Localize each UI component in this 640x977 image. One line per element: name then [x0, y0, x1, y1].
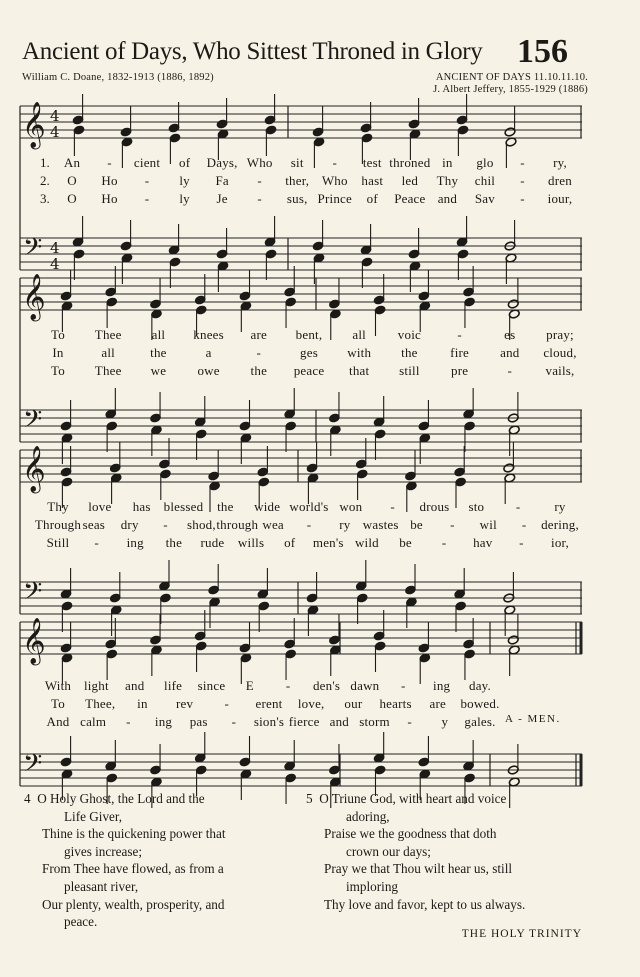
treble-clef: 𝄞	[22, 446, 46, 492]
lyric-syllable: throned	[389, 155, 431, 170]
note	[106, 297, 118, 328]
lyric-syllable: day.	[469, 678, 491, 693]
lyric-syllable: ges	[300, 345, 318, 360]
lyric-syllable: wild	[354, 535, 379, 550]
lyric-syllable: Who	[246, 155, 273, 170]
stanza-line: gives increase;	[64, 843, 142, 859]
lyric-syllable: of	[284, 535, 296, 550]
lyric-syllable: -	[126, 714, 131, 729]
lyric-syllable: dren	[548, 173, 572, 188]
note	[60, 568, 72, 599]
stanza-line: Life Giver,	[64, 808, 123, 824]
note	[463, 388, 475, 419]
note	[60, 400, 72, 431]
lyric-syllable: in	[137, 696, 148, 711]
lyric-syllable: -	[163, 517, 168, 532]
note	[408, 228, 420, 259]
lyric-syllable: gales.	[464, 714, 496, 729]
note	[121, 137, 133, 168]
lyric-syllable: ior,	[551, 535, 569, 550]
note	[120, 220, 132, 251]
lyric-syllable: Days,	[206, 155, 238, 170]
note	[110, 473, 122, 504]
stanza-line: imploring	[346, 878, 399, 894]
note	[456, 216, 468, 247]
lyric-syllable: wide	[254, 499, 281, 514]
music-credit: J. Albert Jeffery, 1855-1929 (1886)	[433, 84, 588, 95]
note	[239, 400, 251, 431]
bass-staff	[20, 754, 582, 786]
lyric-syllable: -	[107, 155, 112, 170]
lyric-syllable: ry,	[553, 155, 567, 170]
lyric-syllable: wills	[237, 535, 265, 550]
lyric-syllable: calm	[80, 714, 107, 729]
lyric-syllable: O	[67, 191, 77, 206]
note	[456, 94, 468, 125]
bass-clef: 𝄢	[23, 749, 43, 784]
lyric-syllable: E	[245, 678, 254, 693]
note	[285, 649, 297, 680]
note	[264, 94, 276, 125]
lyric-syllable: ing	[433, 678, 451, 693]
lyric-syllable: sto	[468, 499, 485, 514]
treble-staff	[20, 278, 582, 310]
stanza-5	[306, 790, 525, 913]
stanza-number: 5	[306, 791, 313, 806]
lyric-syllable: and	[500, 345, 520, 360]
lyric-syllable: men's	[312, 535, 344, 550]
note	[504, 473, 516, 504]
tune-name: ANCIENT OF DAYS 11.10.11.10.	[435, 72, 588, 83]
note	[284, 618, 296, 649]
lyric-syllable: pray;	[546, 327, 574, 342]
note	[285, 773, 297, 804]
lyric-syllable: wea	[262, 517, 284, 532]
lyric-syllable: iour,	[547, 191, 573, 206]
lyric-syllable: Ho	[101, 173, 118, 188]
lyric-syllable: love,	[297, 696, 325, 711]
lyric-syllable: world's	[289, 499, 329, 514]
note	[285, 297, 297, 328]
lyric-syllable: and	[329, 714, 350, 729]
lyric-syllable: -	[520, 173, 525, 188]
note	[284, 740, 296, 771]
lyric-syllable: y	[441, 714, 449, 729]
lyric-syllable: Je	[216, 191, 228, 206]
lyric-syllable: -	[256, 345, 262, 360]
note	[240, 769, 252, 800]
stanza-line: Thy love and favor, kept to us always.	[324, 896, 526, 912]
note	[360, 224, 372, 255]
treble-staff	[20, 106, 582, 138]
lyric-syllable: since	[197, 678, 226, 693]
lyric-syllable: drous	[419, 499, 450, 514]
stanza-number: 3.	[40, 191, 50, 206]
note	[194, 732, 206, 763]
lyric-syllable: -	[224, 696, 230, 711]
note	[105, 266, 117, 297]
lyric-syllable: -	[94, 535, 99, 550]
lyric-syllable: erent	[255, 696, 283, 711]
lyric-syllable: all	[151, 327, 166, 342]
note	[455, 477, 467, 508]
lyric-syllable: won	[339, 499, 363, 514]
note	[508, 645, 520, 676]
lyric-syllable: -	[407, 714, 412, 729]
note	[505, 137, 517, 168]
lyric-syllable: An	[63, 155, 81, 170]
note	[105, 618, 117, 649]
lyric-syllable: Through	[34, 517, 82, 532]
lyric-syllable: has	[132, 499, 151, 514]
lyric-syllable: sus,	[286, 191, 308, 206]
stanza-line: peace.	[64, 914, 98, 930]
time-signature: 4	[50, 123, 60, 141]
note	[419, 653, 431, 684]
note	[355, 438, 367, 469]
lyric-syllable: bowed.	[460, 696, 500, 711]
lyric-syllable: dawn	[350, 678, 380, 693]
lyric-syllable: Thee	[94, 327, 122, 342]
note	[374, 641, 386, 672]
stanza-number: 2.	[40, 173, 50, 188]
lyric-syllable: sit	[290, 155, 304, 170]
lyric-syllable: shod,	[187, 517, 216, 532]
lyric-syllable: To	[51, 696, 65, 711]
note	[168, 224, 180, 255]
lyric-syllable: rude	[200, 535, 225, 550]
lyric-syllable: -	[231, 714, 237, 729]
lyric-syllable: -	[520, 155, 525, 170]
note	[72, 216, 84, 247]
note	[329, 309, 341, 340]
lyric-syllable: the	[165, 535, 183, 550]
note	[151, 645, 163, 676]
lyric-syllable: blessed	[163, 499, 204, 514]
note	[257, 446, 269, 477]
lyric-syllable: -	[401, 678, 406, 693]
bass-clef: 𝄢	[23, 233, 43, 268]
lyric-syllable: Thy	[436, 173, 459, 188]
note	[356, 469, 368, 500]
lyric-syllable: the	[401, 345, 418, 360]
lyric-syllable: ing	[154, 714, 173, 729]
stanza-line: adoring,	[346, 808, 390, 824]
lyric-syllable: pas	[189, 714, 208, 729]
treble-clef: 𝄞	[22, 274, 46, 320]
lyric-syllable: rev	[175, 696, 194, 711]
note	[328, 392, 340, 423]
note	[464, 649, 476, 680]
lyric-syllable: -	[306, 517, 312, 532]
lyric-syllable: -	[144, 191, 150, 206]
category-label: THE HOLY TRINITY	[461, 928, 582, 940]
lyric-syllable: With	[44, 678, 72, 693]
lyric-syllable: wil	[479, 517, 497, 532]
note	[374, 305, 386, 336]
note	[208, 564, 220, 595]
music-svg	[20, 436, 582, 636]
lyric-syllable: voic	[397, 327, 421, 342]
note	[284, 266, 296, 297]
lyric-syllable: the	[250, 363, 268, 378]
lyric-syllable: And	[46, 714, 70, 729]
lyric-syllable: Thy	[47, 499, 69, 514]
note	[105, 740, 117, 771]
lyric-syllable: hearts	[379, 696, 412, 711]
stanza-line: 5 O Triune God, with heart and voice	[306, 791, 507, 806]
note	[150, 744, 162, 775]
lyric-syllable: be	[410, 517, 423, 532]
lyric-syllable: cient	[133, 155, 161, 170]
note	[109, 572, 121, 603]
lyric-syllable: chil	[474, 173, 496, 188]
note	[168, 102, 180, 133]
lyric-syllable: ther,	[285, 173, 310, 188]
lyric-syllable: Thee	[94, 363, 122, 378]
lyric-syllable: Fa	[215, 173, 229, 188]
note	[457, 125, 469, 156]
stanza-number: 4	[24, 791, 31, 806]
lyric-syllable: ly	[179, 191, 190, 206]
bass-clef: 𝄢	[23, 405, 43, 440]
note	[454, 446, 466, 477]
note	[73, 125, 85, 156]
lyric-syllable: -	[519, 535, 524, 550]
note	[60, 446, 72, 477]
lyric-syllable: dry	[120, 517, 139, 532]
lyric-syllable: led	[401, 173, 419, 188]
lyric-syllable: -	[257, 173, 262, 188]
lyric-syllable: -	[390, 499, 395, 514]
lyric-syllable: our	[344, 696, 363, 711]
lyric-syllable: -	[520, 191, 525, 206]
lyric-syllable: life	[164, 678, 183, 693]
stanza-line: Pray we that Thou wilt hear us, still	[324, 861, 513, 877]
note	[159, 469, 171, 500]
lyric-syllable: ly	[179, 173, 190, 188]
note	[404, 564, 416, 595]
lyric-syllable: den's	[312, 678, 341, 693]
note	[105, 388, 117, 419]
lyric-syllable: -	[515, 499, 521, 514]
note	[464, 297, 476, 328]
lyric-syllable: cloud,	[543, 345, 577, 360]
lyric-syllable: ry	[554, 499, 566, 514]
note	[264, 216, 276, 247]
lyric-syllable: vails,	[545, 363, 575, 378]
note	[405, 481, 417, 512]
lyric-syllable: -	[521, 517, 527, 532]
lyric-syllable: To	[51, 327, 65, 342]
treble-staff	[20, 450, 582, 482]
lyric-syllable: wastes	[362, 517, 399, 532]
lyric-syllable: and	[125, 678, 145, 693]
lyric-syllable: a	[205, 345, 212, 360]
note	[306, 572, 318, 603]
lyric-syllable: are	[429, 696, 447, 711]
note	[158, 560, 170, 591]
lyric-syllable: storm	[359, 714, 390, 729]
lyric-syllable: O	[67, 173, 77, 188]
stanza-line: Praise we the goodness that doth	[324, 826, 497, 842]
note	[284, 388, 296, 419]
note	[373, 396, 385, 427]
lyric-syllable: -	[457, 327, 462, 342]
note	[463, 618, 475, 649]
lyric-syllable: es	[504, 327, 516, 342]
hymn-title: Ancient of Days, Who Sittest Throned in Glory	[22, 38, 483, 65]
lyric-syllable: Ho	[101, 191, 118, 206]
lyric-syllable: In	[52, 345, 64, 360]
lyric-syllable: Prince	[317, 191, 352, 206]
note	[72, 94, 84, 125]
note	[360, 102, 372, 133]
stanza-line: 4 O Holy Ghost, the Lord and the	[24, 791, 205, 806]
treble-staff	[20, 622, 582, 654]
note	[194, 274, 206, 305]
lyric-syllable: To	[51, 363, 65, 378]
time-signature: 4	[50, 107, 60, 125]
note	[194, 396, 206, 427]
lyric-syllable: still	[399, 363, 420, 378]
treble-clef: 𝄞	[22, 618, 46, 664]
note	[355, 560, 367, 591]
lyric-syllable: with	[347, 345, 372, 360]
stanza-line: Our plenty, wealth, prosperity, and	[42, 896, 225, 912]
lyric-syllable: in	[442, 155, 453, 170]
bass-clef: 𝄢	[23, 577, 43, 612]
lyric-syllable: -	[285, 678, 291, 693]
lyric-syllable: owe	[197, 363, 220, 378]
music-system-3	[20, 436, 582, 636]
note	[328, 744, 340, 775]
note	[194, 610, 206, 641]
lyric-syllable: Who	[321, 173, 348, 188]
words-credit: William C. Doane, 1832-1913 (1886, 1892)	[22, 72, 214, 83]
lyric-syllable: be	[399, 535, 412, 550]
note	[463, 740, 475, 771]
lyric-syllable: Thee,	[85, 696, 116, 711]
lyric-syllable: fierce	[288, 714, 320, 729]
lyric-syllable: and	[437, 191, 458, 206]
note	[257, 568, 269, 599]
time-signature: 4	[50, 239, 60, 257]
lyric-syllable: -	[441, 535, 447, 550]
lyric-syllable: test	[362, 155, 382, 170]
amen-label: A - MEN.	[505, 713, 561, 725]
note	[158, 438, 170, 469]
lyric-syllable: bent,	[295, 327, 323, 342]
lyric-syllable: -	[332, 155, 338, 170]
lyric-syllable: fire	[450, 345, 470, 360]
note	[239, 736, 251, 767]
stanza-line: pleasant river,	[64, 878, 139, 894]
note	[313, 137, 325, 168]
lyric-syllable: Peace	[394, 191, 426, 206]
lyric-syllable: knees	[193, 327, 224, 342]
note	[373, 274, 385, 305]
note	[329, 645, 341, 676]
stanza-line: Thine is the quickening power that	[42, 826, 226, 842]
lyric-syllable: Still	[46, 535, 70, 550]
note	[216, 228, 228, 259]
lyric-syllable: of	[366, 191, 378, 206]
note	[312, 220, 324, 251]
note	[373, 732, 385, 763]
lyric-syllable: are	[250, 327, 268, 342]
lyric-syllable: light	[83, 678, 109, 693]
lyric-syllable: love	[88, 499, 112, 514]
note	[106, 649, 118, 680]
lyric-syllable: peace	[293, 363, 325, 378]
lyric-syllable: -	[450, 517, 455, 532]
note	[454, 568, 466, 599]
lyric-syllable: sion's	[253, 714, 285, 729]
lyric-syllable: all	[101, 345, 115, 360]
lyric-syllable: -	[257, 191, 262, 206]
lyric-syllable: dering,	[541, 517, 579, 532]
lyric-syllable: ry	[339, 517, 351, 532]
lyric-syllable: through	[216, 517, 259, 532]
note	[418, 736, 430, 767]
time-signature: 4	[50, 255, 60, 273]
note	[195, 641, 207, 672]
lyric-syllable: seas	[82, 517, 106, 532]
lyric-syllable: the	[150, 345, 167, 360]
lyric-syllable: glo	[476, 155, 494, 170]
note	[150, 392, 162, 423]
stanza-line: From Thee have flowed, as from a	[42, 861, 224, 877]
lyric-syllable: we	[150, 363, 167, 378]
lyric-syllable: -	[144, 173, 150, 188]
lyric-syllable: -	[507, 363, 513, 378]
lyric-syllable: of	[178, 155, 191, 170]
lyric-syllable: pre	[450, 363, 469, 378]
note	[463, 266, 475, 297]
lyric-syllable: all	[352, 327, 366, 342]
lyric-syllable: hav	[473, 535, 493, 550]
treble-clef: 𝄞	[22, 102, 46, 148]
note	[373, 610, 385, 641]
note	[418, 400, 430, 431]
stanza-line: crown our days;	[346, 843, 431, 859]
hymn-number: 156	[517, 33, 568, 70]
lyric-syllable: that	[349, 363, 370, 378]
note	[265, 125, 277, 156]
stanza-4	[24, 790, 225, 931]
lyric-syllable: ing	[126, 535, 144, 550]
lyric-syllable: Sav	[474, 191, 495, 206]
lyric-syllable: the	[217, 499, 234, 514]
lyric-syllable: hast	[361, 173, 384, 188]
stanza-number: 1.	[40, 155, 50, 170]
note	[60, 736, 72, 767]
